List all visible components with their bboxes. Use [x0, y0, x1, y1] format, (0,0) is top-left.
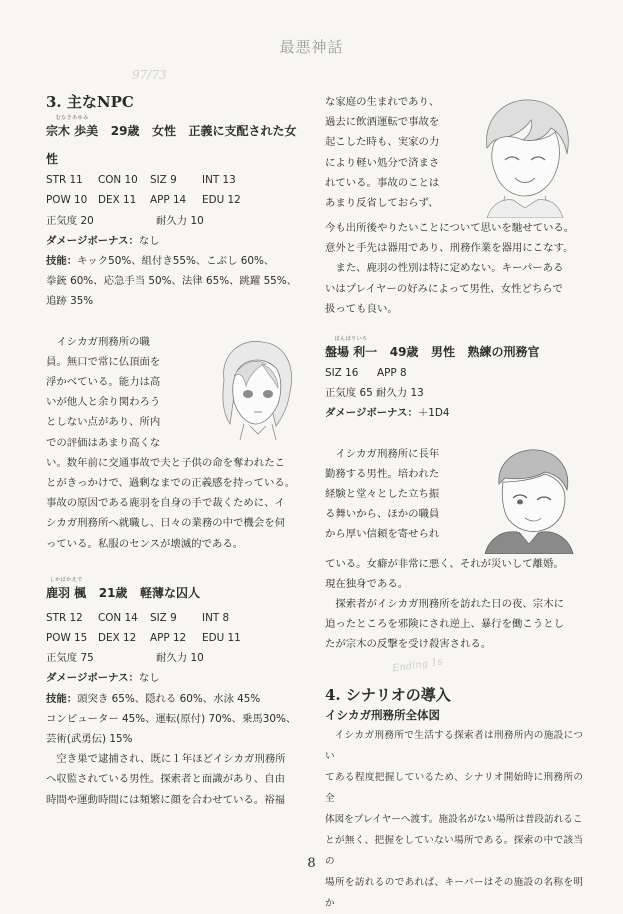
npc2-damage-bonus: ダメージボーナス：なし [46, 672, 160, 685]
intro-line: てある程度把握しているため、シナリオ開始時に刑務所の全 [325, 771, 583, 804]
npc2-cont-line: により軽い処分で済まさ [325, 156, 440, 169]
npc1-sanity: 正気度 20 [46, 214, 94, 227]
npc2-stat: EDU 11 [202, 632, 241, 645]
npc1-skills-line: 追跡 35% [46, 295, 94, 308]
npc1-heading [46, 115, 302, 142]
npc2-cont-line: また、鹿羽の性別は特に定めない。キーパーある [335, 262, 564, 275]
npc1-tag: 正義に支配された女 [188, 124, 297, 139]
npc2-cont-line: いはプレイヤーの好みによって男性、女性どちらで [325, 282, 563, 295]
pencil-mark-mid: Ending 1s [391, 656, 444, 675]
npc2-cont-line: 意外と手先は器用であり、刑務作業を器用にこなす。 [325, 242, 574, 255]
npc2-cont-line: 今も出所後やりたいことについて思いを馳せている。 [325, 222, 575, 234]
npc3-stat: SIZ 16 [325, 367, 359, 380]
npc2-stat: APP 12 [150, 632, 187, 645]
npc1-stats-row3 [46, 211, 302, 231]
npc2-stat: POW 15 [46, 632, 88, 645]
npc2-cont-line: あまり反省しておらず、 [325, 197, 439, 210]
npc3-desc-line: たが宗木の反撃を受け殺害される。 [325, 638, 492, 651]
npc3-desc-line: 現在独身である。 [325, 577, 409, 590]
page-number: 8 [307, 856, 316, 871]
npc2-sanity: 正気度 75 [46, 652, 94, 665]
npc2-portrait [465, 92, 583, 218]
npc3-age: 49歳 [389, 345, 419, 360]
npc1-stat: INT 13 [202, 174, 236, 187]
intro-line: 場所を訪れるのであれば、キーパーはその施設の名称を明か [325, 876, 583, 909]
npc1-age: 29歳 [110, 124, 140, 139]
npc1-desc-line: 浮かべている。能力は高 [46, 376, 161, 389]
npc1-stat: EDU 12 [202, 194, 241, 207]
spacer [46, 312, 302, 332]
npc1-desc-line: とがきっかけで、過剰なまでの正義感を持っている。 [46, 477, 296, 490]
npc3-desc-line: 経験と堂々とした立ち振 [325, 488, 440, 501]
npc2-skills-line: 芸術(武勇伝) 15% [46, 733, 133, 746]
npc2-cont-line: れている。事故のことは [325, 176, 440, 189]
npc2-name: 鹿羽 楓 [46, 585, 87, 600]
npc3-desc-line: る舞いから、ほかの職員 [325, 508, 440, 521]
npc1-description [46, 332, 302, 554]
npc1-skills-line: 技能：キック50%、組付き55%、こぶし 60%、 [46, 255, 275, 268]
npc1-sex: 女性 [151, 124, 176, 139]
npc1-desc-line: っている。私服のセンスが壊滅的である。 [46, 537, 244, 550]
npc2-stats-row2 [46, 628, 302, 648]
npc1-desc-line: い。数年前に交通事故で夫と子供の命を奪われたこ [46, 456, 285, 469]
npc1-damage-bonus: ダメージボーナス：なし [46, 234, 160, 247]
intro-line: とが無く、把握をしていない場所である。探索の中で該当の [325, 834, 583, 867]
npc1-stat: SIZ 9 [150, 174, 177, 187]
npc1-desc-line: イシカガ刑務所の職 [56, 335, 150, 348]
npc3-description [325, 444, 583, 655]
npc1-tag-cont: 性 [46, 152, 59, 167]
npc1-desc-line: 員。無口で常に仏頂面を [46, 355, 161, 368]
npc3-heading [325, 336, 583, 363]
npc2-portrait-drawing [465, 92, 583, 218]
npc3-name-ruby [325, 336, 378, 360]
npc1-desc-line: での評価はあまり高くな [46, 436, 161, 449]
npc3-portrait-drawing [475, 444, 583, 554]
npc2-desc-line: 時間や運動時間には頻繁に顔を合わせている。裕福 [46, 793, 285, 806]
npc2-hp: 耐久力 10 [156, 652, 204, 665]
section-title-npc: 3. 主なNPC [46, 93, 134, 111]
npc3-stats-row2: 正気度 65 耐久力 13 [325, 387, 424, 400]
spacer [325, 424, 583, 444]
npc2-ruby-text: しかばかえで [49, 576, 83, 583]
npc1-name: 宗木 歩美 [46, 124, 99, 139]
npc3-desc-line: 勤務する男性。培われた [325, 467, 440, 480]
npc2-stats-row1 [46, 608, 302, 628]
npc2-skills-line: コンピューター 45%、運転(原付) 70%、乗馬30%、 [46, 712, 297, 725]
spacer [325, 655, 583, 685]
npc2-stats-row3 [46, 648, 302, 668]
intro-line: 体図をプレイヤーへ渡す。施設名がない場所は普段訪れるこ [325, 813, 583, 825]
right-column [325, 92, 583, 914]
npc3-stat: APP 8 [377, 367, 407, 380]
npc1-desc-line: いが他人と余り関わろう [46, 396, 161, 409]
intro-line: イシカガ刑務所で生活する探索者は刑務所内の施設につい [325, 729, 583, 762]
npc2-cont-line: 起こした時も、実家の力 [325, 136, 440, 149]
npc2-cont-line: 過去に飲酒運転で事故を [325, 116, 440, 129]
npc2-cont-line: な家庭の生まれであり、 [325, 96, 440, 108]
npc1-stat: POW 10 [46, 194, 88, 207]
npc3-stats-row1 [325, 363, 583, 383]
npc3-desc-line: 探索者がイシカガ刑務所を訪れた日の夜、宗木に [335, 598, 564, 611]
npc2-stat: STR 12 [46, 611, 83, 624]
npc2-stat: INT 8 [202, 611, 230, 624]
npc2-tag: 軽薄な囚人 [139, 585, 200, 600]
npc2-stat: DEX 12 [98, 632, 137, 645]
npc1-portrait-drawing [206, 334, 302, 440]
npc1-name-ruby [46, 115, 99, 139]
npc1-desc-line: 事故の原因である鹿羽を自身の手で裁くために、イ [46, 497, 285, 510]
npc3-portrait [475, 444, 583, 554]
npc2-desc-line: へ収監されている男性。探索者と面識があり、自由 [46, 773, 285, 786]
npc2-stat: CON 14 [98, 611, 138, 624]
npc1-hp: 耐久力 10 [156, 214, 204, 227]
npc3-sex: 男性 [430, 345, 455, 360]
npc3-desc-line: 迫ったところを邪険にされ逆上、暴行を働こうとし [325, 618, 564, 631]
pencil-mark-top: 97/73 [132, 68, 167, 82]
npc2-desc-line: 空き巣で逮捕され、既に１年ほどイシカガ刑務所 [56, 753, 286, 766]
npc2-stat: SIZ 9 [150, 611, 177, 624]
npc2-name-ruby [46, 576, 87, 600]
npc3-desc-line: ている。女癖が非常に悪く、それが災いして離婚。 [325, 557, 564, 570]
npc1-stats-row1 [46, 170, 302, 190]
npc3-tag: 熟練の刑務官 [467, 345, 540, 360]
npc3-damage-bonus: ダメージボーナス：＋1D4 [325, 407, 450, 420]
intro-subtitle: イシカガ刑務所全体図 [325, 707, 440, 722]
npc1-ruby-text: むなきあゆみ [55, 115, 89, 122]
npc2-skills-line: 技能：頭突き 65%、隠れる 60%、水泳 45% [46, 692, 261, 705]
npc2-heading [46, 576, 302, 604]
section-title-intro: 4. シナリオの導入 [325, 685, 451, 704]
page-header-title: 最悪神話 [279, 38, 344, 56]
npc3-ruby-text: ばんばりいち [334, 336, 368, 343]
npc1-stat: CON 10 [98, 174, 138, 187]
npc1-portrait [206, 334, 302, 440]
npc1-stat: STR 11 [46, 174, 83, 187]
npc1-desc-line: としない点があり、所内 [46, 416, 161, 429]
npc1-skills-line: 拳銃 60%、応急手当 50%、法律 65%、跳躍 55%、 [46, 275, 298, 288]
npc1-stat: APP 14 [150, 194, 187, 207]
npc3-desc-line: イシカガ刑務所に長年 [335, 447, 440, 460]
npc3-desc-line: から厚い信頼を寄せられ [325, 528, 440, 541]
npc1-stat: DEX 11 [98, 194, 137, 207]
npc2-age: 21歳 [98, 585, 128, 600]
left-column [46, 92, 302, 810]
npc1-desc-line: シカガ刑務所へ就職し、日々の業務の中で機会を伺 [46, 517, 285, 530]
npc3-name: 盤場 利一 [325, 345, 378, 360]
npc2-cont-line: 扱っても良い。 [325, 302, 398, 315]
npc2-description-cont [325, 92, 583, 319]
npc1-stats-row2 [46, 190, 302, 210]
